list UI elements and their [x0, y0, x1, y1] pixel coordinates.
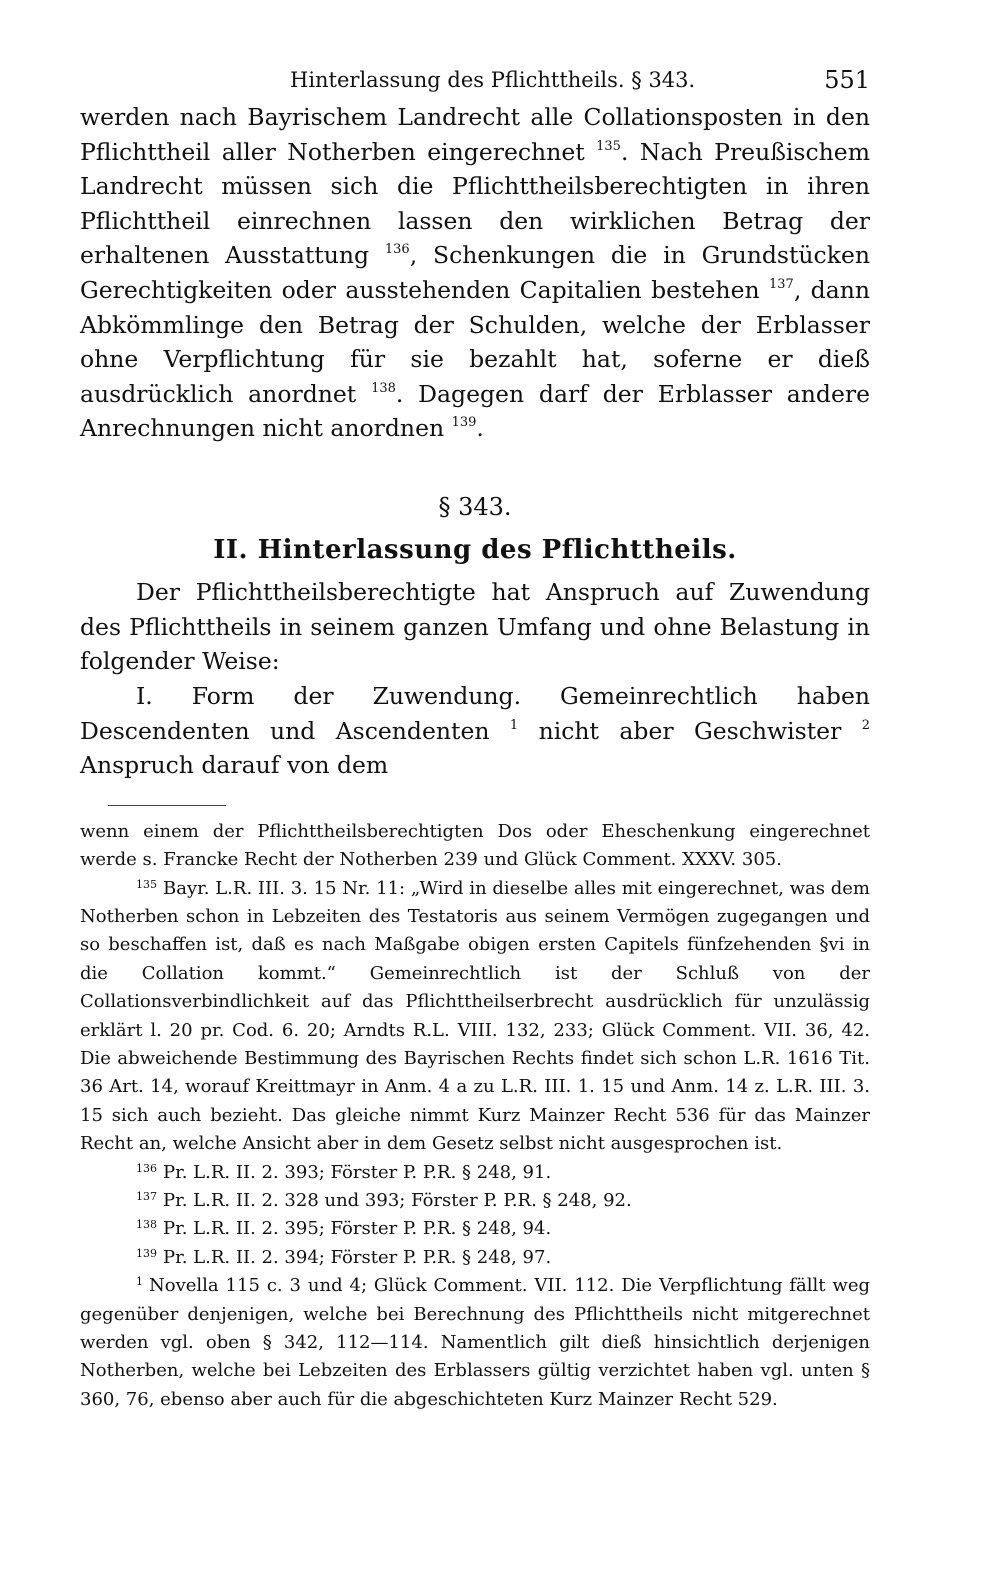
running-head	[80, 60, 870, 100]
footnote-1: $^1$ Novella 115 c. 3 und 4; Glück Comment. VII. 112. Die Verpflichtung fällt weg gegenüber denjenigen, welche bei Berechnung des Pflichttheils nicht mitgerechnet werden vgl. oben § 342, 112—114. Namentlich gilt dieß hinsichtlich derjenigen Notherben, welche bei Lebzeiten des Erblassers gültig verzichtet haben vgl. unten § 360, 76, ebenso aber auch für die abgeschichteten Kurz Mainzer Recht 529.	[80, 1275, 870, 1410]
footnote-138: $^{138}$ Pr. L.R. II. 2. 395; Förster P. P.R. § 248, 94.	[136, 1218, 552, 1240]
footnote-137: $^{137}$ Pr. L.R. II. 2. 328 und 393; Förster P. P.R. § 248, 92.	[136, 1189, 632, 1211]
footnote-ref-138: 138	[371, 380, 396, 396]
intro-paragraph: Der Pflichttheilsberechtigte hat Anspruch auf Zuwendung des Pflichttheils in seinem ganzen Umfang und ohne Belastung in folgender Weise:	[80, 578, 870, 676]
page-number: 551	[824, 66, 870, 94]
main-text	[80, 100, 870, 783]
footnote-136: $^{136}$ Pr. L.R. II. 2. 393; Förster P. P.R. § 248, 91.	[136, 1161, 552, 1183]
carryover-paragraph: werden nach Bayrischem Landrecht alle Collationsposten in den Pflichttheil aller Notherben eingerechnet $^{135}$. Nach Preußischem Landrecht müssen sich die Pflichttheilsberechtigten in ihren Pflichttheil einrechnen lassen den wirklichen Betrag der erhaltenen Ausstattung $^{136}$, Schenkungen die in Grundstücken Gerechtigkeiten oder ausstehenden Capitalien bestehen $^{137}$, dann Abkömmlinge den Betrag der Schulden, welche der Erblasser ohne Verpflichtung für sie bezahlt hat, soferne er dieß ausdrücklich anordnet $^{138}$. Dagegen darf der Erblasser andere Anrechnungen nicht anordnen $^{139}$.	[80, 103, 871, 443]
point-paragraph: I. Form der Zuwendung. Gemeinrechtlich haben Descendenten und Ascendenten $^1$ nicht aber Geschwister $^2$ Anspruch darauf von dem	[80, 681, 870, 780]
section-title: II. Hinterlassung des Pflichttheils.	[213, 534, 737, 565]
footnote-ref-135: 135	[596, 138, 621, 154]
footnote-ref-136: 136	[384, 242, 410, 258]
footnotes	[80, 818, 870, 1415]
footnote-divider	[108, 805, 226, 806]
footnote-ref-137: 137	[769, 276, 794, 292]
book-page	[80, 60, 870, 1560]
footnote-ref-139: 139	[451, 415, 477, 431]
footnote-135: $^{135}$ Bayr. L.R. III. 3. 15 Nr. 11: „Wird in dieselbe alles mit eingerechnet, was dem Notherben schon in Lebzeiten des Testatoris aus seinem Vermögen zugegangen und so beschaffen ist, daß es nach Maßgabe obigen ersten Capitels fünfzehenden §vi in die Collation kommt.“ Gemeinrechtlich ist der Schluß von der Collationsverbindlichkeit auf das Pflichttheilserbrecht ausdrücklich für unzulässig erklärt l. 20 pr. Cod. 6. 20; Arndts R.L. VIII. 132, 233; Glück Comment. VII. 36, 42. Die abweichende Bestimmung des Bayrischen Rechts findet sich schon L.R. 1616 Tit. 36 Art. 14, worauf Kreittmayr in Anm. 4 a zu L.R. III. 1. 15 und Anm. 14 z. L.R. III. 3. 15 sich auch bezieht. Das gleiche nimmt Kurz Mainzer Recht 536 für das Mainzer Recht an, welche Ansicht aber in dem Gesetz selbst nicht ausgesprochen ist.	[80, 877, 870, 1155]
running-title: Hinterlassung des Pflichttheils. § 343.	[290, 68, 696, 92]
footnote-ref-2: 2	[861, 717, 870, 733]
section-number: § 343.	[438, 492, 512, 521]
footnote-ref-1: 1	[509, 717, 519, 733]
footnote-continuation: wenn einem der Pflichttheilsberechtigten Dos oder Eheschenkung eingerechnet werde s. Francke Recht der Notherben 239 und Glück Comment. XXXV. 305.	[80, 820, 870, 871]
footnote-139: $^{139}$ Pr. L.R. II. 2. 394; Förster P. P.R. § 248, 97.	[136, 1246, 552, 1268]
